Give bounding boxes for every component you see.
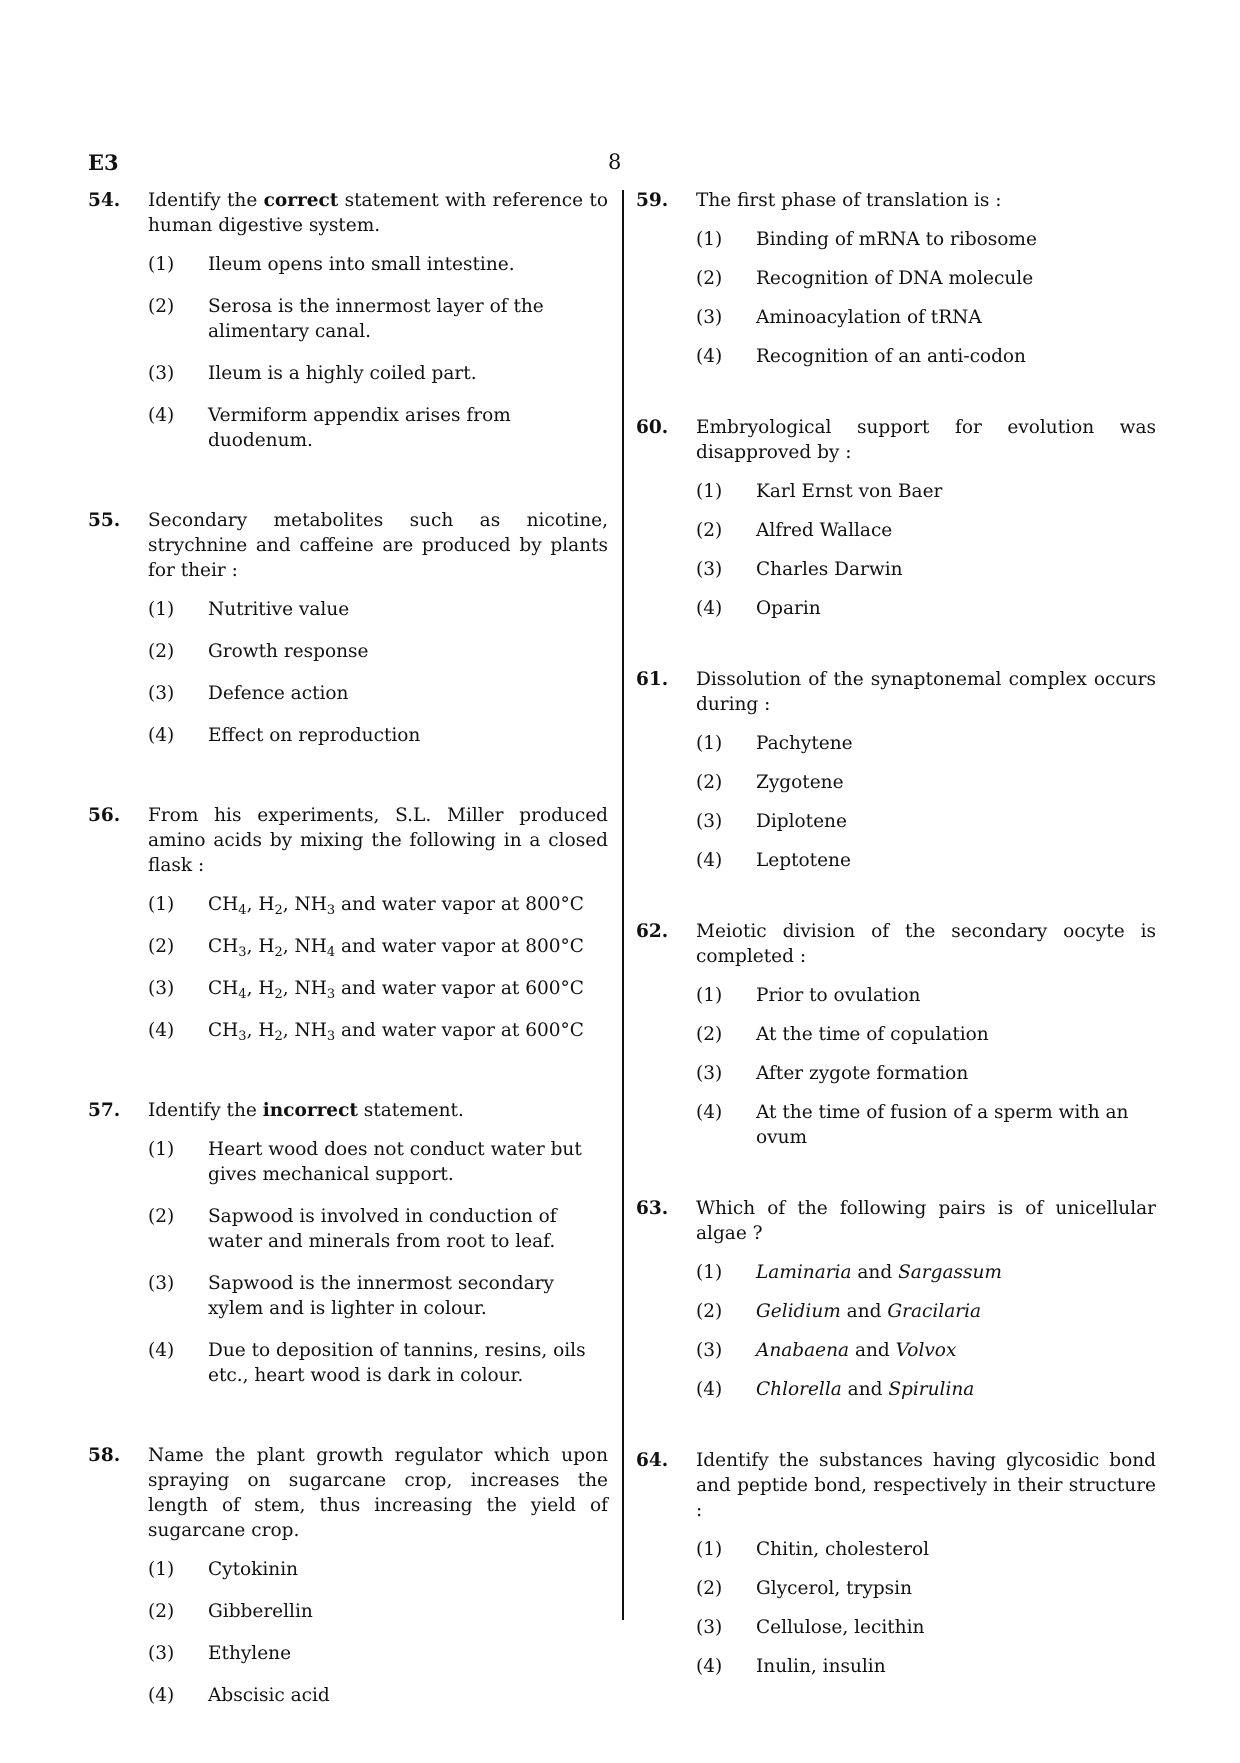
option-label: (4) bbox=[148, 405, 175, 426]
option-text: Leptotene bbox=[756, 850, 851, 871]
option-text: $CH_3$, $H_2$, $NH_3$ and water vapor at 600°C bbox=[208, 1020, 584, 1044]
option-label: (1) bbox=[696, 1262, 723, 1283]
question bbox=[636, 1196, 1156, 1416]
question-number: 58. bbox=[88, 1445, 121, 1466]
question-number: 56. bbox=[88, 805, 121, 826]
option-label: (2) bbox=[696, 1578, 723, 1599]
option-text: Pachytene bbox=[756, 733, 853, 754]
answer-option bbox=[696, 731, 1156, 756]
question-text: Identify the incorrect statement. bbox=[148, 1100, 464, 1121]
option-label: (2) bbox=[148, 641, 175, 662]
option-text: Charles Darwin bbox=[756, 559, 903, 580]
option-text: Ileum is a highly coiled part. bbox=[208, 363, 477, 384]
answer-option bbox=[696, 848, 1156, 873]
answer-option bbox=[148, 597, 608, 622]
question bbox=[88, 508, 608, 765]
question bbox=[636, 188, 1156, 383]
option-text: At the time of copulation bbox=[756, 1024, 989, 1045]
option-label: (2) bbox=[696, 520, 723, 541]
question-number: 62. bbox=[636, 921, 669, 942]
answer-option bbox=[148, 1641, 608, 1666]
option-label: (1) bbox=[148, 894, 175, 915]
option-label: (1) bbox=[148, 1139, 175, 1160]
question bbox=[636, 415, 1156, 635]
option-label: (4) bbox=[148, 1685, 175, 1706]
option-text: Laminaria and Sargassum bbox=[756, 1262, 1002, 1283]
option-label: (3) bbox=[696, 1063, 723, 1084]
right-column bbox=[636, 188, 1156, 1725]
answer-option bbox=[696, 1260, 1156, 1285]
option-text: Alfred Wallace bbox=[756, 520, 893, 541]
option-text: At the time of fusion of a sperm with an ovum bbox=[756, 1102, 1129, 1148]
option-text: Vermiform appendix arises from duodenum. bbox=[208, 405, 511, 451]
option-label: (4) bbox=[148, 725, 175, 746]
option-label: (2) bbox=[696, 1024, 723, 1045]
answer-option bbox=[696, 596, 1156, 621]
option-text: Gibberellin bbox=[208, 1601, 313, 1622]
question-number: 54. bbox=[88, 190, 121, 211]
option-label: (4) bbox=[696, 1656, 723, 1677]
answer-option bbox=[696, 770, 1156, 795]
option-text: Chitin, cholesterol bbox=[756, 1539, 930, 1560]
question bbox=[88, 1443, 608, 1725]
answer-option bbox=[148, 1137, 608, 1187]
answer-option bbox=[148, 1557, 608, 1582]
option-text: Sapwood is involved in conduction of water and minerals from root to leaf. bbox=[208, 1206, 557, 1252]
option-text: Binding of mRNA to ribosome bbox=[756, 229, 1037, 250]
question bbox=[88, 1098, 608, 1405]
question-text: From his experiments, S.L. Miller produced amino acids by mixing the following in a closed flask : bbox=[148, 805, 608, 876]
option-text: Abscisic acid bbox=[208, 1685, 330, 1706]
option-text: Cellulose, lecithin bbox=[756, 1617, 925, 1638]
option-label: (2) bbox=[148, 296, 175, 317]
question-number: 55. bbox=[88, 510, 121, 531]
option-label: (3) bbox=[148, 1643, 175, 1664]
option-label: (1) bbox=[696, 481, 723, 502]
answer-option bbox=[696, 1615, 1156, 1640]
option-text: Recognition of an anti-codon bbox=[756, 346, 1026, 367]
answer-option bbox=[148, 1204, 608, 1254]
answer-option bbox=[148, 976, 608, 1001]
answer-option bbox=[696, 305, 1156, 330]
option-label: (1) bbox=[696, 985, 723, 1006]
answer-option bbox=[696, 1022, 1156, 1047]
option-label: (1) bbox=[696, 1539, 723, 1560]
option-text: Anabaena and Volvox bbox=[756, 1340, 957, 1361]
option-text: Diplotene bbox=[756, 811, 847, 832]
option-label: (4) bbox=[696, 346, 723, 367]
paper-code: E3 bbox=[88, 150, 119, 175]
option-text: Chlorella and Spirulina bbox=[756, 1379, 975, 1400]
option-text: Ileum opens into small intestine. bbox=[208, 254, 515, 275]
option-label: (2) bbox=[696, 772, 723, 793]
option-text: Karl Ernst von Baer bbox=[756, 481, 943, 502]
question-number: 64. bbox=[636, 1450, 669, 1471]
option-label: (3) bbox=[696, 1617, 723, 1638]
option-label: (1) bbox=[148, 254, 175, 275]
question-text: Which of the following pairs is of unicellular algae ? bbox=[696, 1198, 1156, 1244]
option-label: (3) bbox=[696, 1340, 723, 1361]
answer-option bbox=[148, 1599, 608, 1624]
left-column bbox=[88, 188, 608, 1763]
question-number: 57. bbox=[88, 1100, 121, 1121]
answer-option bbox=[148, 892, 608, 917]
answer-option bbox=[148, 361, 608, 386]
option-label: (3) bbox=[148, 363, 175, 384]
option-label: (3) bbox=[148, 683, 175, 704]
option-label: (4) bbox=[696, 1102, 723, 1123]
answer-option bbox=[696, 266, 1156, 291]
answer-option bbox=[696, 983, 1156, 1008]
answer-option bbox=[148, 403, 608, 453]
question-text: Secondary metabolites such as nicotine, strychnine and caffeine are produced by plants for their : bbox=[148, 510, 608, 581]
option-text: Effect on reproduction bbox=[208, 725, 421, 746]
option-label: (4) bbox=[696, 598, 723, 619]
answer-option bbox=[148, 681, 608, 706]
option-label: (3) bbox=[696, 559, 723, 580]
answer-option bbox=[696, 518, 1156, 543]
option-text: After zygote formation bbox=[756, 1063, 969, 1084]
option-text: $CH_4$, $H_2$, $NH_3$ and water vapor at 800°C bbox=[208, 894, 584, 918]
option-text: Recognition of DNA molecule bbox=[756, 268, 1034, 289]
answer-option bbox=[148, 252, 608, 277]
question-number: 60. bbox=[636, 417, 669, 438]
option-label: (2) bbox=[148, 936, 175, 957]
option-text: Ethylene bbox=[208, 1643, 292, 1664]
option-label: (2) bbox=[696, 1301, 723, 1322]
question-text: Embryological support for evolution was disapproved by : bbox=[696, 417, 1156, 463]
answer-option bbox=[148, 294, 608, 344]
question-text: The first phase of translation is : bbox=[696, 190, 1002, 211]
answer-option bbox=[696, 344, 1156, 369]
question bbox=[636, 667, 1156, 887]
option-label: (3) bbox=[696, 307, 723, 328]
option-label: (2) bbox=[148, 1206, 175, 1227]
answer-option bbox=[148, 934, 608, 959]
option-text: Oparin bbox=[756, 598, 821, 619]
option-text: $CH_3$, $H_2$, $NH_4$ and water vapor at 800°C bbox=[208, 936, 584, 960]
question-text: Identify the correct statement with reference to human digestive system. bbox=[148, 190, 608, 236]
answer-option bbox=[696, 1299, 1156, 1324]
option-text: Heart wood does not conduct water but gives mechanical support. bbox=[208, 1139, 582, 1185]
option-label: (4) bbox=[148, 1340, 175, 1361]
answer-option bbox=[696, 557, 1156, 582]
option-text: Serosa is the innermost layer of the alimentary canal. bbox=[208, 296, 544, 342]
option-label: (3) bbox=[148, 1273, 175, 1294]
option-text: Due to deposition of tannins, resins, oils etc., heart wood is dark in colour. bbox=[208, 1340, 586, 1386]
option-text: $CH_4$, $H_2$, $NH_3$ and water vapor at 600°C bbox=[208, 978, 584, 1002]
option-label: (1) bbox=[696, 733, 723, 754]
option-text: Zygotene bbox=[756, 772, 844, 793]
answer-option bbox=[696, 479, 1156, 504]
answer-option bbox=[696, 1100, 1156, 1150]
answer-option bbox=[148, 1683, 608, 1708]
option-text: Inulin, insulin bbox=[756, 1656, 886, 1677]
option-text: Growth response bbox=[208, 641, 369, 662]
option-label: (4) bbox=[696, 1379, 723, 1400]
question bbox=[636, 1448, 1156, 1693]
question-text: Identify the substances having glycosidic bond and peptide bond, respectively in their structure : bbox=[696, 1450, 1156, 1521]
answer-option bbox=[696, 1061, 1156, 1086]
answer-option bbox=[148, 1338, 608, 1388]
option-text: Nutritive value bbox=[208, 599, 350, 620]
option-label: (1) bbox=[148, 1559, 175, 1580]
answer-option bbox=[696, 1377, 1156, 1402]
option-text: Defence action bbox=[208, 683, 349, 704]
question-text: Meiotic division of the secondary oocyte is completed : bbox=[696, 921, 1156, 967]
question-number: 61. bbox=[636, 669, 669, 690]
option-text: Cytokinin bbox=[208, 1559, 299, 1580]
question bbox=[88, 188, 608, 470]
answer-option bbox=[696, 227, 1156, 252]
question-number: 63. bbox=[636, 1198, 669, 1219]
option-text: Gelidium and Gracilaria bbox=[756, 1301, 982, 1322]
option-label: (3) bbox=[148, 978, 175, 999]
answer-option bbox=[148, 1018, 608, 1043]
option-label: (4) bbox=[148, 1020, 175, 1041]
question-text: Name the plant growth regulator which upon spraying on sugarcane crop, increases the length of stem, thus increasing the yield of sugarcane crop. bbox=[148, 1445, 608, 1541]
question bbox=[88, 803, 608, 1060]
option-label: (1) bbox=[696, 229, 723, 250]
option-label: (1) bbox=[148, 599, 175, 620]
option-label: (4) bbox=[696, 850, 723, 871]
option-text: Sapwood is the innermost secondary xylem and is lighter in colour. bbox=[208, 1273, 554, 1319]
question bbox=[636, 919, 1156, 1164]
answer-option bbox=[696, 1537, 1156, 1562]
page-number: 8 bbox=[608, 150, 622, 174]
answer-option bbox=[148, 639, 608, 664]
column-divider bbox=[622, 190, 624, 1620]
answer-option bbox=[148, 723, 608, 748]
answer-option bbox=[696, 1338, 1156, 1363]
question-text: Dissolution of the synaptonemal complex occurs during : bbox=[696, 669, 1156, 715]
option-text: Prior to ovulation bbox=[756, 985, 921, 1006]
option-text: Glycerol, trypsin bbox=[756, 1578, 913, 1599]
answer-option bbox=[148, 1271, 608, 1321]
answer-option bbox=[696, 1654, 1156, 1679]
option-label: (2) bbox=[696, 268, 723, 289]
answer-option bbox=[696, 1576, 1156, 1601]
answer-option bbox=[696, 809, 1156, 834]
question-number: 59. bbox=[636, 190, 669, 211]
option-label: (2) bbox=[148, 1601, 175, 1622]
option-label: (3) bbox=[696, 811, 723, 832]
option-text: Aminoacylation of tRNA bbox=[756, 307, 982, 328]
